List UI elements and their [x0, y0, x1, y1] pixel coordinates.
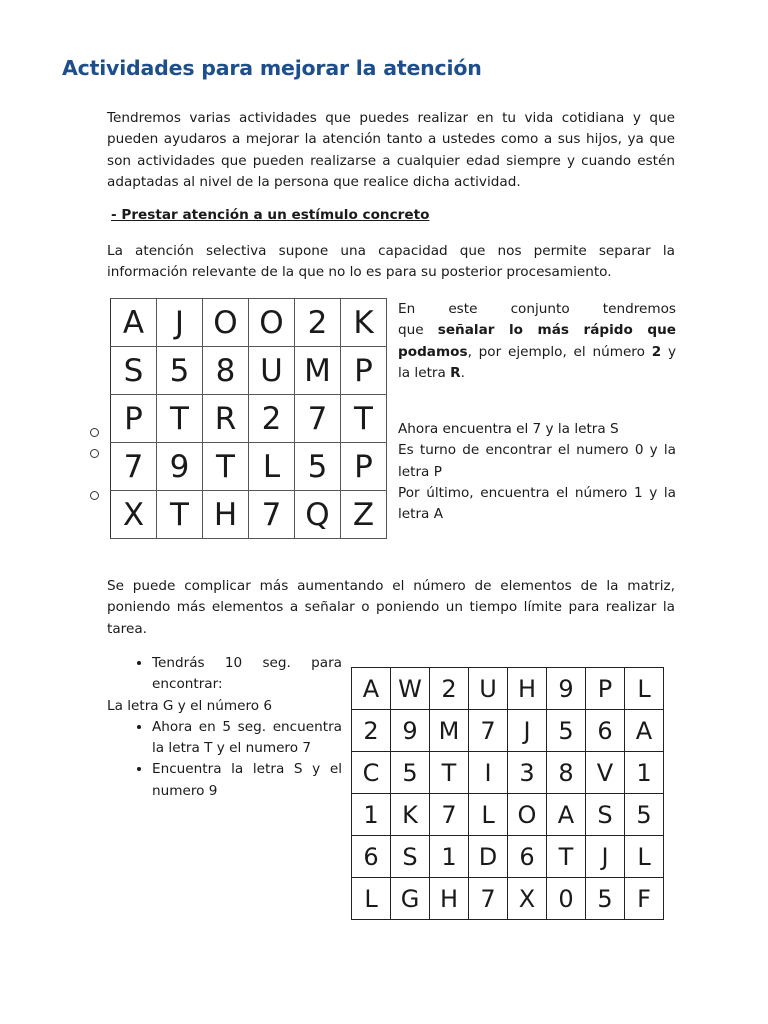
grid-cell: J	[157, 299, 203, 347]
grid-row	[111, 491, 387, 539]
grid-row	[111, 443, 387, 491]
task-item: Por último, encuentra el número 1 y la	[398, 484, 676, 501]
task-item: letra A	[398, 506, 444, 523]
grid-cell: U	[469, 668, 508, 710]
grid-row	[111, 395, 387, 443]
grid-cell: P	[341, 347, 387, 395]
bullet-item: • Ahora en 5 seg. encuentra la letra T y el numero 7	[152, 717, 342, 760]
grid-cell: 7	[111, 443, 157, 491]
grid-cell: G	[391, 878, 430, 920]
circle-bullet-icon	[90, 449, 99, 458]
instruction-line: En este conjunto tendremos	[398, 301, 676, 317]
grid-cell: 9	[547, 668, 586, 710]
grid-cell: 3	[508, 752, 547, 794]
grid-cell: H	[430, 878, 469, 920]
grid-cell: 8	[203, 347, 249, 395]
grid-cell: L	[352, 878, 391, 920]
grid-cell: O	[203, 299, 249, 347]
grid-cell: T	[547, 836, 586, 878]
grid-cell: 7	[430, 794, 469, 836]
grid-row	[111, 299, 387, 347]
grid-cell: T	[341, 395, 387, 443]
task-item: Ahora encuentra el 7 y la letra S	[398, 421, 619, 437]
grid-cell: R	[203, 395, 249, 443]
grid-cell: O	[249, 299, 295, 347]
task-list	[398, 419, 676, 525]
grid-cell: 7	[295, 395, 341, 443]
instruction-line: que señalar lo más rápido que	[398, 322, 676, 339]
letter-number-grid-small	[110, 298, 387, 539]
grid-cell: 9	[391, 710, 430, 752]
grid-cell: S	[391, 836, 430, 878]
grid-cell: 2	[295, 299, 341, 347]
grid-cell: 1	[430, 836, 469, 878]
bullet-item: • Encuentra la letra S y el numero 9	[152, 759, 342, 802]
grid-cell: 5	[295, 443, 341, 491]
grid-cell: 7	[469, 878, 508, 920]
grid-cell: A	[352, 668, 391, 710]
grid-cell: 0	[547, 878, 586, 920]
grid-cell: 2	[352, 710, 391, 752]
grid-cell: P	[341, 443, 387, 491]
grid-cell: 9	[157, 443, 203, 491]
selective-attention-paragraph: La atención selectiva supone una capacidad que nos permite separar la información relevante de la que no lo es para su posterior procesamiento.	[107, 243, 675, 281]
grid-row	[352, 836, 664, 878]
grid-cell: 1	[625, 752, 664, 794]
grid-row	[352, 668, 664, 710]
instruction-line: podamos, por ejemplo, el número 2 y	[398, 343, 676, 360]
grid-cell: V	[586, 752, 625, 794]
page-title: Actividades para mejorar la atención	[62, 56, 482, 80]
grid-cell: C	[352, 752, 391, 794]
grid-cell: O	[508, 794, 547, 836]
grid-cell: I	[469, 752, 508, 794]
grid-cell: 6	[352, 836, 391, 878]
grid-cell: 5	[157, 347, 203, 395]
grid-row	[111, 347, 387, 395]
grid-cell: M	[430, 710, 469, 752]
grid-row	[352, 710, 664, 752]
grid-cell: T	[157, 491, 203, 539]
grid-cell: Q	[295, 491, 341, 539]
grid-cell: 6	[508, 836, 547, 878]
grid-cell: 5	[391, 752, 430, 794]
grid-cell: A	[625, 710, 664, 752]
grid-cell: 8	[547, 752, 586, 794]
grid-cell: M	[295, 347, 341, 395]
grid-cell: 5	[625, 794, 664, 836]
intro-paragraph: Tendremos varias actividades que puedes realizar en tu vida cotidiana y que pueden ayudaros a mejorar la atención tanto a ustedes como a sus hijos, ya que son actividades que pueden realizarse a cualquier edad siempre y cuando estén adaptadas al nivel de la persona que realice dicha actividad.	[107, 110, 675, 190]
grid-cell: S	[586, 794, 625, 836]
plain-line: La letra G y el número 6	[107, 697, 273, 714]
grid-cell: P	[586, 668, 625, 710]
grid-cell: 1	[352, 794, 391, 836]
grid-cell: X	[111, 491, 157, 539]
grid-row	[352, 794, 664, 836]
grid-cell: Z	[341, 491, 387, 539]
grid-cell: 7	[249, 491, 295, 539]
grid-cell: L	[625, 668, 664, 710]
grid-cell: A	[111, 299, 157, 347]
grid-row	[352, 752, 664, 794]
grid-cell: S	[111, 347, 157, 395]
grid-cell: 7	[469, 710, 508, 752]
grid-cell: 2	[430, 668, 469, 710]
grid-cell: H	[508, 668, 547, 710]
instruction-line: la letra R.	[398, 364, 465, 381]
grid-cell: F	[625, 878, 664, 920]
task-item: letra P	[398, 463, 442, 480]
task-item: Es turno de encontrar el numero 0 y la	[398, 442, 676, 459]
grid-cell: T	[203, 443, 249, 491]
complicate-paragraph: Se puede complicar más aumentando el número de elementos de la matriz, poniendo más elementos a señalar o poniendo un tiempo límite para realizar la tarea.	[107, 578, 675, 637]
grid-instructions	[398, 299, 676, 384]
grid-cell: L	[249, 443, 295, 491]
grid-cell: K	[341, 299, 387, 347]
grid-cell: 6	[586, 710, 625, 752]
grid-cell: 5	[547, 710, 586, 752]
grid-cell: J	[508, 710, 547, 752]
grid-cell: D	[469, 836, 508, 878]
grid-cell: A	[547, 794, 586, 836]
grid-cell: 2	[249, 395, 295, 443]
grid-cell: 5	[586, 878, 625, 920]
timed-tasks	[107, 653, 342, 802]
section-heading: - Prestar atención a un estímulo concreto	[111, 207, 430, 223]
grid-cell: X	[508, 878, 547, 920]
grid-cell: T	[157, 395, 203, 443]
grid-cell: U	[249, 347, 295, 395]
letter-number-grid-large	[351, 667, 664, 920]
grid-cell: L	[469, 794, 508, 836]
bullet-item: • Tendrás 10 seg. para encontrar:	[152, 653, 342, 696]
grid-cell: J	[586, 836, 625, 878]
grid-cell: P	[111, 395, 157, 443]
grid-cell: T	[430, 752, 469, 794]
circle-bullet-icon	[90, 491, 99, 500]
grid-cell: H	[203, 491, 249, 539]
circle-bullet-icon	[90, 428, 99, 437]
grid-cell: L	[625, 836, 664, 878]
grid-cell: K	[391, 794, 430, 836]
grid-cell: W	[391, 668, 430, 710]
grid-row	[352, 878, 664, 920]
